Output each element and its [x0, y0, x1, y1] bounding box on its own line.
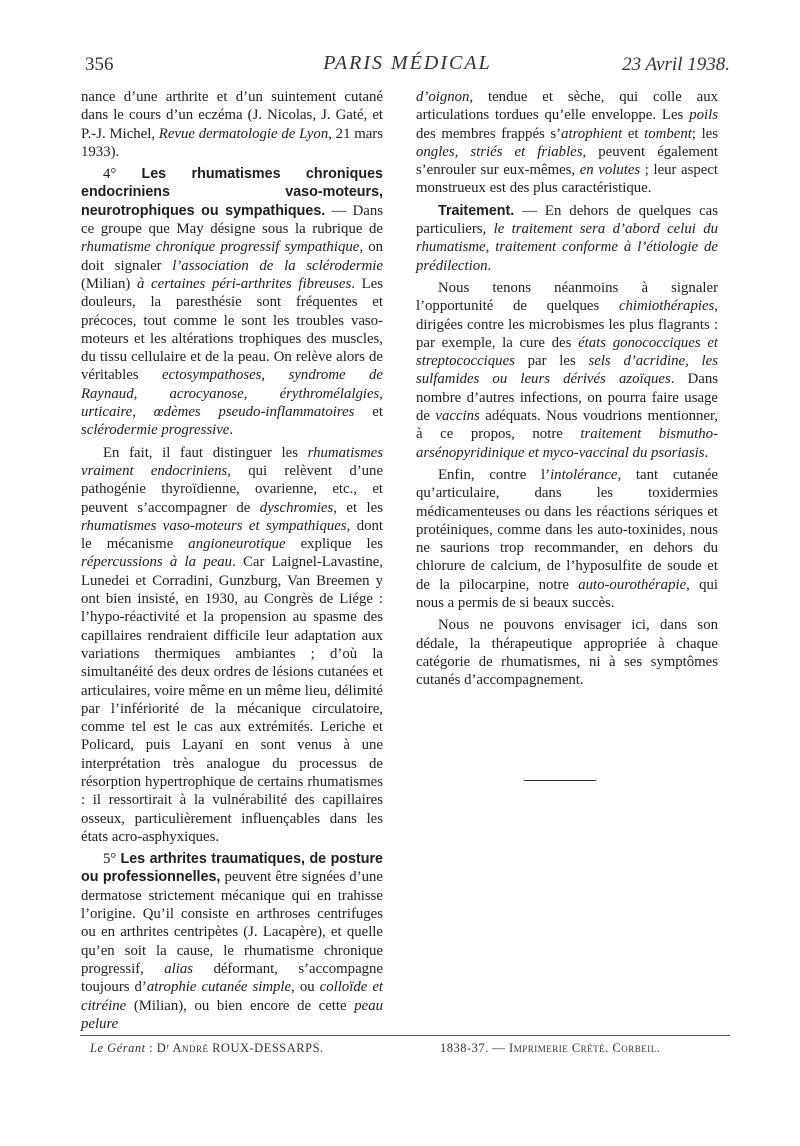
paragraph-distinction: En fait, il faut distinguer les rhumatismes vraiment endocriniens, qui relèvent d’une pathogénie thyroïdienne, ovarienne, etc., et peuvent s’accompagner de dyschromies, et les rhumatismes vaso-moteurs et sympathiques, dont le mécanisme angioneurotique explique les répercussions à la peau. Car Laignel-Lavastine, Lunedei et Corradini, Gunzburg, Van Breemen y ont bien insisté, en 1930, au Congrès de Liége : l’hypo-réactivité et la propension au spasme des capillaires rendraient difficile leur adaptation aux variations thermiques ambiantes ; d’où la simultanéité des deux ordres de lésions cutanées et articulaires, voire même en un même lieu, délimité par l’infériorité de la mécanique circulatoire, comme tel est le cas aux extrémités. Leriche et Policard, puis Layani en sont venus à une interprétation très analogue du processus de résorption hypertrophique de certains rhumatismes : il ressortirait à la vulnérabilité des capillaires osseux, particulièrement influençables dans les états acro-asphyxiques.: [81, 444, 384, 845]
section-heading: Les arthrites traumatiques, de posture ou professionnelles,: [81, 851, 384, 886]
section-heading: Les rhumatismes chroniques endocriniens vaso-moteurs, neurotrophiques ou sympathiques.: [81, 166, 383, 219]
right-column: [416, 88, 718, 690]
page-header: [85, 50, 730, 80]
issue-date: 23 Avril 1938.: [622, 54, 730, 75]
paragraph-skin-description: d’oignon, tendue et sèche, qui colle aux articulations tordues qu’elle enveloppe. Les poils des membres frappés s’atrophient et tombent; les ongles, striés et friables, peuvent également s’enrouler sur eux-mêmes, en volutes ; leur aspect monstrueux est des plus caractéristique.: [416, 89, 719, 197]
paragraph-intolerance: Enfin, contre l’intolérance, tant cutanée qu’articulaire, dans les toxidermies médicamenteuses ou dans les réactions sériques et protéiniques, comme dans les auto-toxinides, nous ne saurions trop recommander, en dehors du chlorure de calcium, de l’hyposulfite de soude et de la pilocarpine, notre auto-ourothérapie, qui nous a permis de si beaux succès.: [416, 466, 718, 612]
paragraph-conclusion: Nous ne pouvons envisager ici, dans son dédale, la thérapeutique appropriée à chaque catégorie de rhumatismes, ni à ses symptômes cutanés d’accompagnement.: [416, 617, 718, 689]
paragraph-eczema-reference: nance d’une arthrite et d’un suintement cutané dans le cours d’un eczéma (J. Nicolas, J. Gaté, et P.-J. Michel, Revue dermatologie de Lyon, 21 mars 1933).: [81, 89, 383, 160]
section-traitement: Traitement. — En dehors de quelques cas particuliers, le traitement sera d’abord celui du rhumatisme, traitement conforme à l’étiologie de prédilection.: [416, 202, 718, 274]
section-5-traumatic: 5° Les arthrites traumatiques, de posture ou professionnelles, peuvent être signées d’une dermatose strictement mécanique qui en trahisse l’origine. Qu’il consiste en arthroses centrifuges ou en arthrites centripètes (J. Lacapère), et quelle qu’en soit la cause, le rhumatisme chronique progressif, alias déformant, s’accompagne toujours d’atrophie cutanée simple, ou colloïde et citréine (Milian), ou bien encore de cette peau pelure: [81, 851, 384, 1032]
footer-divider: [80, 1035, 730, 1036]
paragraph-chemotherapies: Nous tenons néanmoins à signaler l’opportunité de quelques chimiothérapies, dirigées contre les microbismes les plus flagrants : par exemple, la cure des états gonococciques et streptococciques par les sels d’acridine, les sulfamides ou leurs dérivés azoïques. Dans nombre d’autres infections, on pourra faire usage de vaccins adéquats. Nous voudrions mentionner, à ce propos, notre traitement bismutho-arsénopyridinique et myco-vaccinal du psoriasis.: [416, 279, 719, 461]
page-number: 356: [85, 54, 114, 75]
section-heading: Traitement.: [438, 202, 515, 219]
end-of-article-rule: [524, 780, 596, 781]
footer-gerant: Le Gérant : Dʳ André ROUX-DESSARPS.: [90, 1041, 324, 1055]
journal-title: PARIS MÉDICAL: [323, 52, 492, 74]
section-4-endocrine: 4° Les rhumatismes chroniques endocriniens vaso-moteurs, neurotrophiques ou sympathiques. — Dans ce groupe que May désigne sous la rubrique de rhumatisme chronique progressif sympathique, on doit signaler l’association de la sclérodermie (Milian) à certaines péri-arthrites fibreuses. Les douleurs, la paresthésie sont fréquentes et précoces, tout comme le sont les troubles vaso-moteurs et les altérations trophiques des muscles, du tissu cellulaire et de la peau. On relève alors de véritables ectosympathoses, syndrome de Raynaud, acrocyanose, érythromélalgies, urticaire, œdèmes pseudo-inflammatoires et sclérodermie progressive.: [81, 166, 384, 439]
footer-printer: 1838-37. — Imprimerie Crété. Corbeil.: [440, 1041, 661, 1055]
left-column: [81, 88, 383, 1033]
